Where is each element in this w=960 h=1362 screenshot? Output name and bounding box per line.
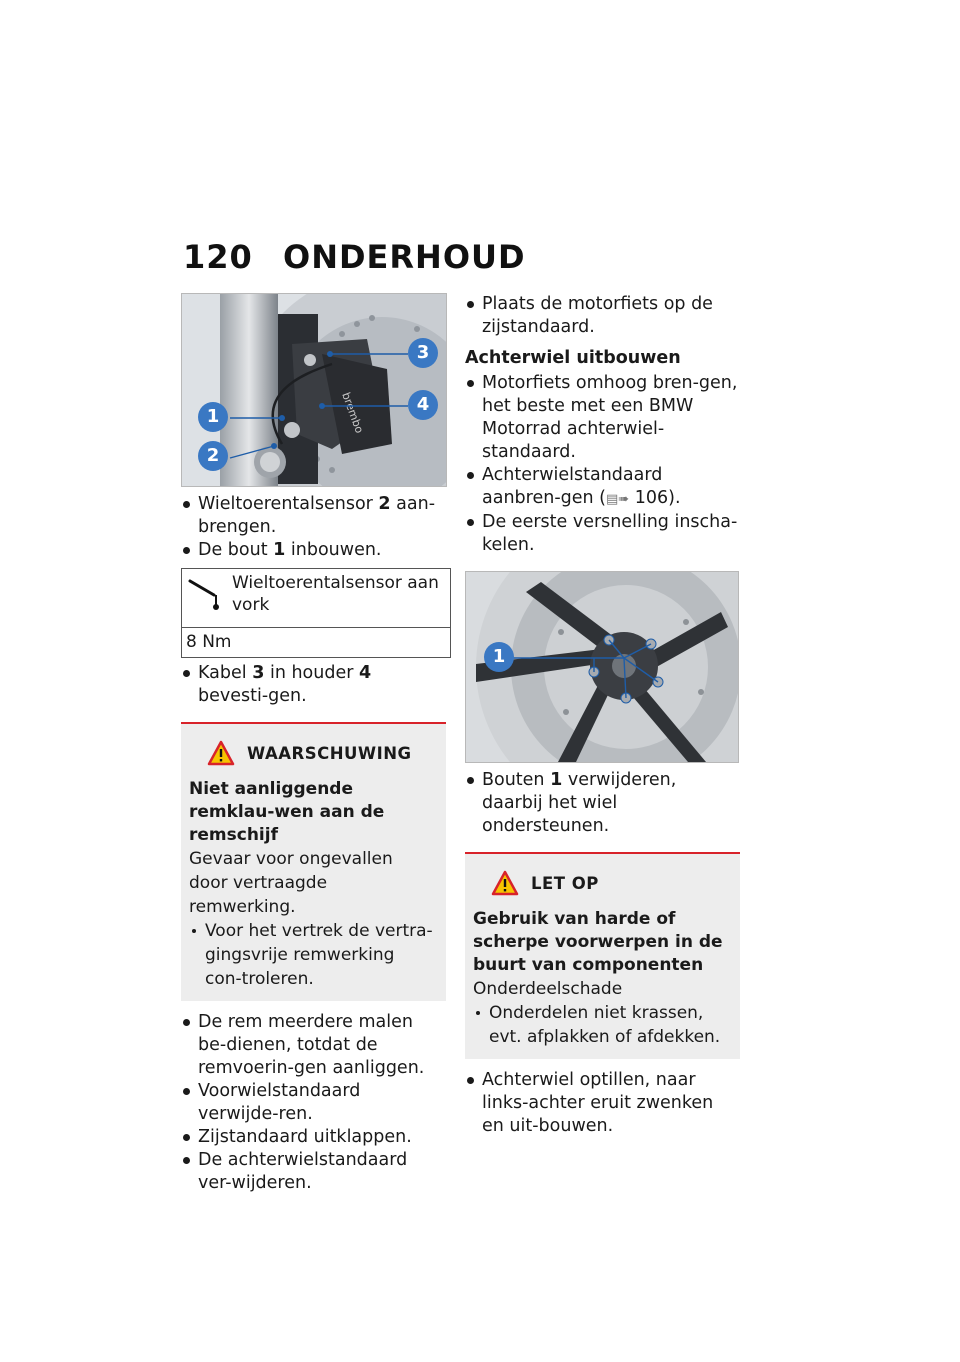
bullet-dot	[183, 1157, 190, 1164]
front-brake-photo	[181, 293, 447, 487]
left-column	[181, 293, 446, 1195]
step-text: in houder	[264, 663, 359, 683]
bullet-dot	[183, 501, 190, 508]
bullet-dot	[476, 1011, 480, 1015]
step-text: De achterwielstandaard ver-wijderen.	[198, 1150, 408, 1193]
step-text: Kabel	[198, 663, 253, 683]
page-ref-arrow-icon: ▤➠	[606, 492, 630, 507]
bullet-dot	[467, 777, 474, 784]
step-text: De bout	[198, 540, 274, 560]
step-text: Bouten	[482, 770, 551, 790]
notice-bullet	[473, 1001, 730, 1049]
step-side-stand	[181, 1126, 446, 1149]
step-bolts	[465, 769, 740, 838]
step-text: inbouwen.	[285, 540, 382, 560]
step-text: Voorwielstandaard verwijde-ren.	[198, 1081, 361, 1124]
step-callout-ref: 4	[359, 663, 372, 683]
torque-wrench-icon	[182, 569, 228, 627]
warning-box	[181, 722, 446, 1001]
bullet-dot	[183, 547, 190, 554]
step-text: Wieltoerentalsensor	[198, 494, 379, 514]
bullet-dot	[192, 929, 196, 933]
right-column	[465, 293, 740, 1138]
step-callout-ref: 1	[550, 770, 563, 790]
brand-label: brembo	[339, 390, 366, 435]
step-text: De rem meerdere malen be-dienen, totdat de remvoerin-gen aanliggen.	[198, 1012, 425, 1078]
warning-bullet-text: Voor het vertrek de vertra-gingsvrije remwerking con-troleren.	[205, 921, 433, 989]
step-text: Achterwiel optillen, naar links-achter eruit zwenken en uit-bouwen.	[482, 1070, 714, 1136]
step-cable	[181, 662, 446, 708]
bullet-dot	[183, 670, 190, 677]
notice-box	[465, 852, 740, 1059]
step-text: Plaats de motorfiets op de zijstandaard.	[482, 294, 713, 337]
bullet-dot	[183, 1088, 190, 1095]
notice-triangle-icon	[491, 870, 519, 896]
step-rear-stand	[181, 1149, 446, 1195]
step-text: bevesti-gen.	[198, 686, 307, 706]
step-text: De eerste versnelling inscha-kelen.	[482, 512, 738, 555]
step-bolt	[181, 539, 446, 562]
step-text: Zijstandaard uitklappen.	[198, 1127, 412, 1147]
notice-text: Onderdeelschade	[473, 979, 623, 999]
torque-value: 8 Nm	[186, 632, 232, 652]
warning-triangle-icon	[207, 740, 235, 766]
step-sensor	[181, 493, 446, 539]
page-header	[183, 238, 743, 288]
step-text: Motorfiets omhoog bren-gen, het beste met een BMW Motorrad achterwiel-standaard.	[482, 373, 738, 462]
bullet-dot	[467, 1077, 474, 1084]
page-title: ONDERHOUD	[283, 238, 526, 276]
torque-label: Wieltoerentalsensor aan vork	[232, 573, 439, 615]
step-side-stand-park	[465, 293, 740, 339]
torque-table	[181, 568, 451, 658]
step-callout-ref: 2	[378, 494, 391, 514]
callout-4: 4	[408, 390, 438, 420]
bullet-dot	[467, 519, 474, 526]
page-number: 120	[183, 238, 253, 276]
step-callout-ref: 3	[252, 663, 265, 683]
step-remove-wheel	[465, 1069, 740, 1138]
warning-subheading: Niet aanliggende remklau-wen aan de remschijf	[189, 779, 385, 845]
step-lift	[465, 372, 740, 464]
bullet-dot	[467, 472, 474, 479]
step-gear	[465, 511, 740, 557]
step-text: aan-brengen.	[198, 494, 436, 537]
notice-bullet-text: Onderdelen niet krassen, evt. afplakken of afdekken.	[489, 1003, 721, 1047]
notice-heading: LET OP	[531, 873, 599, 893]
step-callout-ref: 1	[273, 540, 286, 560]
warning-text: Gevaar voor ongevallen door vertraagde remwerking.	[189, 849, 393, 917]
section-heading: Achterwiel uitbouwen	[465, 348, 681, 368]
callout-3: 3	[408, 338, 438, 368]
callout-1: 1	[484, 642, 514, 672]
step-brake	[181, 1011, 446, 1080]
warning-heading: WAARSCHUWING	[247, 743, 412, 763]
step-text: verwijderen, daarbij het wiel ondersteunen.	[482, 770, 677, 836]
callout-2: 2	[198, 441, 228, 471]
step-rear-stand-mount	[465, 464, 740, 511]
bullet-dot	[183, 1019, 190, 1026]
rear-wheel-photo	[465, 571, 739, 763]
warning-bullet	[189, 919, 436, 991]
notice-subheading: Gebruik van harde of scherpe voorwerpen in de buurt van componenten	[473, 909, 723, 975]
bullet-dot	[467, 301, 474, 308]
bullet-dot	[467, 380, 474, 387]
page-ref-number: 106).	[634, 488, 681, 508]
step-text: Achterwielstandaard aanbren-gen (	[482, 465, 663, 508]
step-front-stand	[181, 1080, 446, 1126]
callout-1: 1	[198, 402, 228, 432]
bullet-dot	[183, 1134, 190, 1141]
